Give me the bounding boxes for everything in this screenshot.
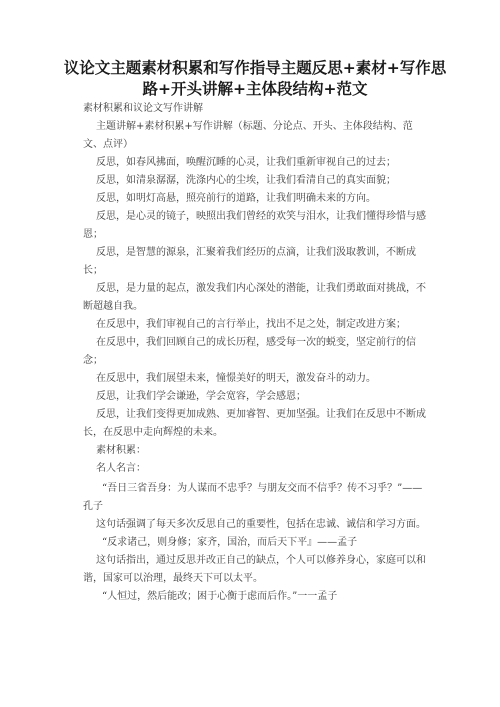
paragraph: 素材积累和议论文写作讲解 [83,103,203,114]
paragraph: 反思，如清泉潺潺，洗涤内心的尘埃，让我们看清自己的真实面貌； [96,175,396,186]
paragraph: 在反思中，我们展望未来，憧憬美好的明天，激发奋斗的动力。 [96,373,376,384]
section-heading: 素材积累： [96,445,146,456]
paragraph: 反思，如春风拂面，唤醒沉睡的心灵，让我们重新审视自己的过去； [96,157,396,168]
paragraph: 反思，是力量的起点，激发我们内心深处的潜能，让我们勇敢面对挑战，不断超越自我。 [83,283,426,312]
document-body [83,100,429,606]
paragraph: 这句话强调了每天多次反思自己的重要性，包括在忠诚、诚信和学习方面。 [96,519,426,530]
paragraph: 在反思中，我们审视自己的言行举止，找出不足之处，制定改进方案； [96,319,406,330]
paragraph: 反思，如明灯高悬，照亮前行的道路，让我们明确未来的方向。 [96,193,376,204]
subsection-heading: 名人名言： [96,463,146,474]
paragraph: 反思，是智慧的源泉，汇聚着我们经历的点滴，让我们汲取教训，不断成长； [83,247,416,276]
quote: “人恒过，然后能改；困于心衡于虑而后作。”一一孟子 [102,591,338,602]
quote: “反求诸己，则身修；家齐，国治，而后天下平』——孟子 [102,537,358,548]
paragraph: 反思，让我们变得更加成熟、更加睿智、更加坚强。让我们在反思中不断成长，在反思中走向辉煌的未来。 [83,409,426,438]
paragraph: 这句话指出，通过反思并改正自己的缺点，个人可以修养身心，家庭可以和谐，国家可以治理，最终天下可以太平。 [83,555,426,584]
paragraph: 在反思中，我们回顾自己的成长历程，感受每一次的蜕变，坚定前行的信念； [83,337,416,366]
paragraph: 反思，是心灵的镜子，映照出我们曾经的欢笑与泪水，让我们懂得珍惜与感恩； [83,211,426,240]
paragraph: 反思，让我们学会谦逊，学会宽容，学会感恩； [96,391,306,402]
paragraph: 主题讲解+素材积累+写作讲解（标题、分论点、开头、主体段结构、范文、点评） [83,121,413,150]
quote: “吾日三省吾身：为人谋而不忠乎？与朋友交而不信乎？传不习乎？”——孔子 [83,483,423,512]
document-title: 议论文主题素材积累和写作指导主题反思+素材+写作思路+开头讲解+主体段结构+范文 [63,59,447,98]
